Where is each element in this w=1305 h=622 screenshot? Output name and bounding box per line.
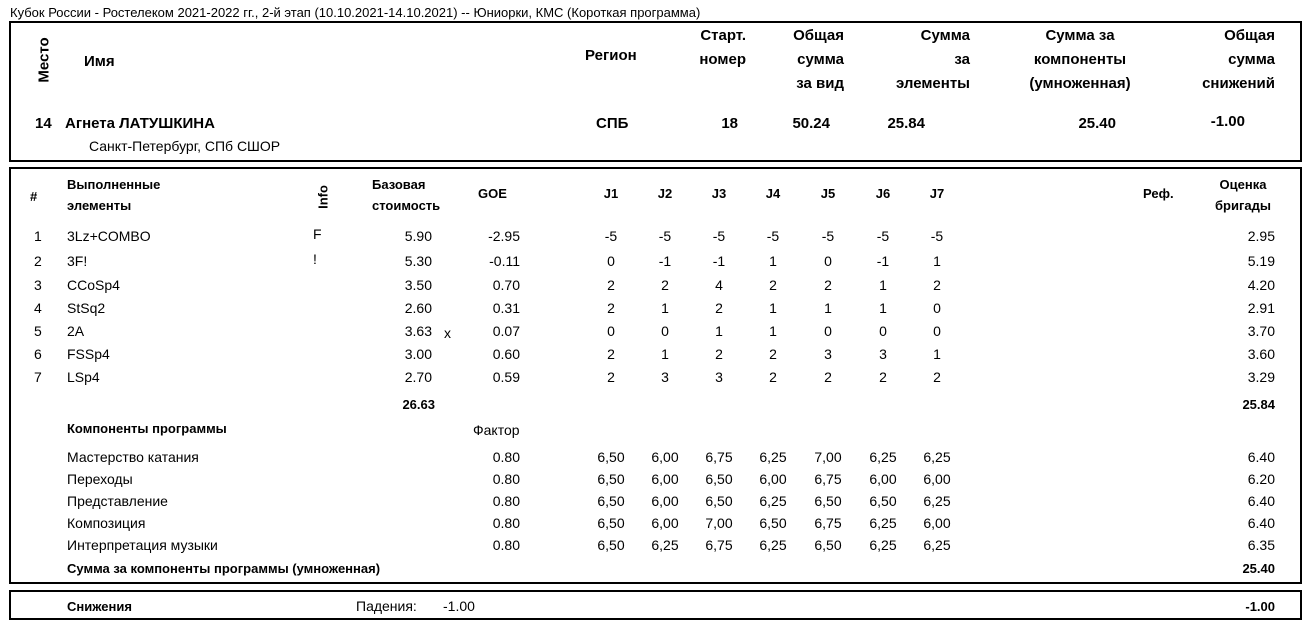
judge-mark: 1: [879, 277, 887, 293]
component-score: 6.20: [1247, 471, 1275, 487]
component-judge-mark: 7,00: [705, 515, 733, 531]
judge-mark: 2: [879, 369, 887, 385]
component-judge-mark: 6,00: [759, 471, 787, 487]
component-judge-mark: 6,50: [814, 537, 842, 553]
skater-start: 18: [721, 115, 738, 132]
element-goe: 0.59: [492, 369, 520, 385]
component-judge-mark: 6,50: [597, 449, 625, 465]
judge-mark: 2: [769, 277, 777, 293]
components-sum-label-line: Сумма за: [1045, 27, 1115, 44]
skater-club: Санкт-Петербург, СПб СШОР: [89, 138, 281, 154]
deductions-label: Снижения: [67, 599, 132, 614]
element-number: 2: [34, 253, 42, 269]
judge-header: J5: [820, 186, 836, 201]
component-judge-mark: 6,50: [597, 515, 625, 531]
judge-mark: 2: [661, 277, 669, 293]
judge-mark: 3: [879, 346, 887, 362]
falls-label: Падения:: [356, 598, 417, 614]
component-judge-mark: 6,25: [923, 493, 951, 509]
judge-mark: 2: [933, 369, 941, 385]
component-name: Переходы: [67, 471, 133, 487]
factor-label: Фактор: [473, 422, 520, 438]
component-factor: 0.80: [492, 493, 520, 509]
components-sum-value: 25.40: [1242, 561, 1275, 576]
falls-value: -1.00: [443, 598, 475, 614]
place-label: Место: [35, 37, 53, 83]
component-judge-mark: 6,25: [651, 537, 679, 553]
col-goe: GOE: [478, 186, 507, 201]
judge-mark: 3: [661, 369, 669, 385]
component-name: Представление: [67, 493, 168, 509]
element-goe: 0.70: [492, 277, 520, 293]
component-judge-mark: 6,50: [705, 493, 733, 509]
name-label: Имя: [84, 53, 115, 70]
judge-header: J6: [875, 186, 891, 201]
component-judge-mark: 6,25: [869, 537, 897, 553]
start-label-line: Старт.: [700, 27, 746, 44]
component-judge-mark: 6,00: [923, 515, 951, 531]
component-judge-mark: 6,00: [869, 471, 897, 487]
judge-mark: -5: [876, 228, 890, 244]
element-number: 7: [34, 369, 42, 385]
judge-mark: 0: [824, 253, 832, 269]
judge-mark: -5: [712, 228, 726, 244]
judge-mark: 3: [715, 369, 723, 385]
element-name: CCoSp4: [67, 277, 120, 293]
component-judge-mark: 6,50: [814, 493, 842, 509]
element-base: 3.50: [404, 277, 432, 293]
skater-region: СПБ: [596, 115, 629, 132]
component-judge-mark: 6,25: [869, 515, 897, 531]
element-name: 3F!: [67, 253, 88, 269]
components-sum-label-line: компоненты: [1033, 51, 1127, 68]
judge-mark: 0: [933, 300, 941, 316]
judge-header: J2: [657, 186, 673, 201]
judge-mark: 2: [715, 300, 723, 316]
judge-mark: -5: [821, 228, 835, 244]
col-score: [1205, 174, 1281, 216]
component-score: 6.35: [1247, 537, 1275, 553]
element-score: 3.60: [1247, 346, 1275, 362]
element-name: 2A: [67, 323, 85, 339]
component-score: 6.40: [1247, 449, 1275, 465]
element-x-flag: x: [444, 325, 451, 341]
judge-mark: -5: [604, 228, 618, 244]
judge-mark: 1: [661, 300, 669, 316]
component-factor: 0.80: [492, 449, 520, 465]
element-base: 5.30: [404, 253, 432, 269]
deductions-total: -1.00: [1245, 599, 1275, 614]
elements-sum-label: [870, 24, 970, 96]
skater-components: 25.40: [1078, 115, 1116, 132]
element-goe: 0.07: [492, 323, 520, 339]
element-score: 4.20: [1247, 277, 1275, 293]
element-goe: -2.95: [488, 228, 520, 244]
judge-mark: 1: [879, 300, 887, 316]
col-base-line: стоимость: [372, 198, 441, 213]
component-judge-mark: 6,50: [705, 471, 733, 487]
col-elements-line: элементы: [67, 198, 132, 213]
judge-mark: 2: [607, 277, 615, 293]
deductions-box: [9, 590, 1302, 620]
element-name: LSp4: [67, 369, 100, 385]
element-base: 5.90: [404, 228, 432, 244]
element-goe: -0.11: [489, 253, 520, 269]
component-factor: 0.80: [492, 515, 520, 531]
element-number: 1: [34, 228, 42, 244]
skater-place: 14: [35, 115, 52, 132]
component-judge-mark: 6,25: [759, 537, 787, 553]
judge-mark: 0: [607, 323, 615, 339]
component-judge-mark: 6,75: [705, 537, 733, 553]
element-name: 3Lz+COMBO: [67, 228, 151, 244]
base-total: 26.63: [402, 397, 435, 412]
component-judge-mark: 6,50: [597, 537, 625, 553]
component-judge-mark: 6,50: [869, 493, 897, 509]
judge-mark: 1: [715, 323, 723, 339]
judge-mark: 2: [607, 300, 615, 316]
col-score-line: бригады: [1215, 198, 1271, 213]
element-score: 3.70: [1247, 323, 1275, 339]
judge-mark: 1: [661, 346, 669, 362]
components-sum-label-line: (умноженная): [1029, 75, 1131, 92]
element-base: 3.63: [404, 323, 432, 339]
judge-mark: -5: [658, 228, 672, 244]
judge-mark: 2: [607, 346, 615, 362]
component-name: Мастерство катания: [67, 449, 199, 465]
col-elements: [67, 174, 160, 216]
judge-header: J4: [765, 186, 781, 201]
judge-mark: -1: [658, 253, 672, 269]
component-score: 6.40: [1247, 515, 1275, 531]
start-label: [680, 24, 746, 72]
component-judge-mark: 6,00: [651, 471, 679, 487]
element-number: 3: [34, 277, 42, 293]
component-judge-mark: 6,25: [923, 537, 951, 553]
element-name: FSSp4: [67, 346, 110, 362]
component-judge-mark: 7,00: [814, 449, 842, 465]
component-judge-mark: 6,00: [651, 449, 679, 465]
component-judge-mark: 6,50: [597, 471, 625, 487]
component-judge-mark: 6,75: [814, 471, 842, 487]
judge-mark: -1: [876, 253, 890, 269]
component-judge-mark: 6,00: [651, 493, 679, 509]
element-score: 5.19: [1247, 253, 1275, 269]
judge-header: J3: [711, 186, 727, 201]
total-label-line: Общая: [793, 27, 844, 44]
score-total: 25.84: [1242, 397, 1275, 412]
deductions-sum-label-line: снижений: [1202, 75, 1275, 92]
component-judge-mark: 6,25: [923, 449, 951, 465]
component-judge-mark: 6,75: [814, 515, 842, 531]
judge-header: J7: [929, 186, 945, 201]
judge-mark: 2: [607, 369, 615, 385]
judge-mark: 0: [824, 323, 832, 339]
region-label: Регион: [585, 47, 637, 64]
judge-mark: 2: [933, 277, 941, 293]
judge-mark: 1: [824, 300, 832, 316]
deductions-sum-label-line: Общая: [1224, 27, 1275, 44]
component-judge-mark: 6,50: [759, 515, 787, 531]
element-info: F: [313, 226, 322, 242]
components-sum-text: Сумма за компоненты программы (умноженная): [67, 561, 381, 576]
component-score: 6.40: [1247, 493, 1275, 509]
judge-mark: 2: [769, 346, 777, 362]
deductions-sum-label: [1180, 24, 1275, 96]
skater-deductions: -1.00: [1210, 113, 1245, 130]
judge-mark: -5: [930, 228, 944, 244]
judge-mark: 4: [715, 277, 723, 293]
judge-mark: 3: [824, 346, 832, 362]
judge-mark: 1: [933, 346, 941, 362]
skater-total: 50.24: [792, 115, 830, 132]
judge-header: J1: [603, 186, 619, 201]
component-name: Композиция: [67, 515, 146, 531]
total-label: [760, 24, 844, 96]
element-base: 2.60: [404, 300, 432, 316]
page-title: Кубок России - Ростелеком 2021-2022 гг., 2-й этап (10.10.2021-14.10.2021) -- Юниорки, КМС (Короткая программа): [10, 5, 701, 20]
skater-elements: 25.84: [887, 115, 925, 132]
judge-mark: -5: [766, 228, 780, 244]
deductions-sum-label-line: сумма: [1228, 51, 1275, 68]
col-info: Info: [315, 185, 331, 209]
judge-mark: 1: [933, 253, 941, 269]
component-judge-mark: 6,25: [869, 449, 897, 465]
component-judge-mark: 6,00: [923, 471, 951, 487]
col-elements-line: Выполненные: [67, 177, 161, 192]
component-judge-mark: 6,75: [705, 449, 733, 465]
col-ref: Реф.: [1143, 186, 1174, 201]
component-factor: 0.80: [492, 471, 520, 487]
elements-sum-label-line: элементы: [895, 75, 970, 92]
total-label-line: сумма: [797, 51, 844, 68]
element-base: 2.70: [404, 369, 432, 385]
element-number: 4: [34, 300, 42, 316]
component-factor: 0.80: [492, 537, 520, 553]
judge-mark: 2: [824, 369, 832, 385]
element-score: 2.95: [1247, 228, 1275, 244]
judge-mark: 2: [769, 369, 777, 385]
component-judge-mark: 6,25: [759, 449, 787, 465]
total-label-line: за вид: [796, 75, 844, 92]
col-base-line: Базовая: [372, 177, 426, 192]
element-score: 3.29: [1247, 369, 1275, 385]
components-sum-label: [1010, 24, 1150, 96]
col-base: [372, 174, 440, 216]
judge-mark: 1: [769, 253, 777, 269]
element-score: 2.91: [1247, 300, 1275, 316]
element-number: 5: [34, 323, 42, 339]
col-score-line: Оценка: [1219, 177, 1267, 192]
element-goe: 0.31: [492, 300, 520, 316]
judge-mark: 2: [715, 346, 723, 362]
element-name: StSq2: [67, 300, 106, 316]
judge-mark: 0: [879, 323, 887, 339]
element-info: !: [313, 251, 317, 267]
judge-mark: 0: [607, 253, 615, 269]
component-name: Интерпретация музыки: [67, 537, 218, 553]
elements-sum-label-line: за: [954, 51, 970, 68]
col-num: #: [30, 189, 38, 204]
judge-mark: 0: [661, 323, 669, 339]
component-judge-mark: 6,25: [759, 493, 787, 509]
element-base: 3.00: [404, 346, 432, 362]
start-label-line: номер: [699, 51, 746, 68]
components-label: Компоненты программы: [67, 421, 227, 436]
judge-mark: 0: [933, 323, 941, 339]
element-number: 6: [34, 346, 42, 362]
judge-mark: 1: [769, 323, 777, 339]
skater-name: Агнета ЛАТУШКИНА: [65, 115, 215, 132]
component-judge-mark: 6,00: [651, 515, 679, 531]
judge-mark: -1: [712, 253, 726, 269]
judge-mark: 1: [769, 300, 777, 316]
elements-sum-label-line: Сумма: [920, 27, 970, 44]
judge-mark: 2: [824, 277, 832, 293]
element-goe: 0.60: [492, 346, 520, 362]
component-judge-mark: 6,50: [597, 493, 625, 509]
